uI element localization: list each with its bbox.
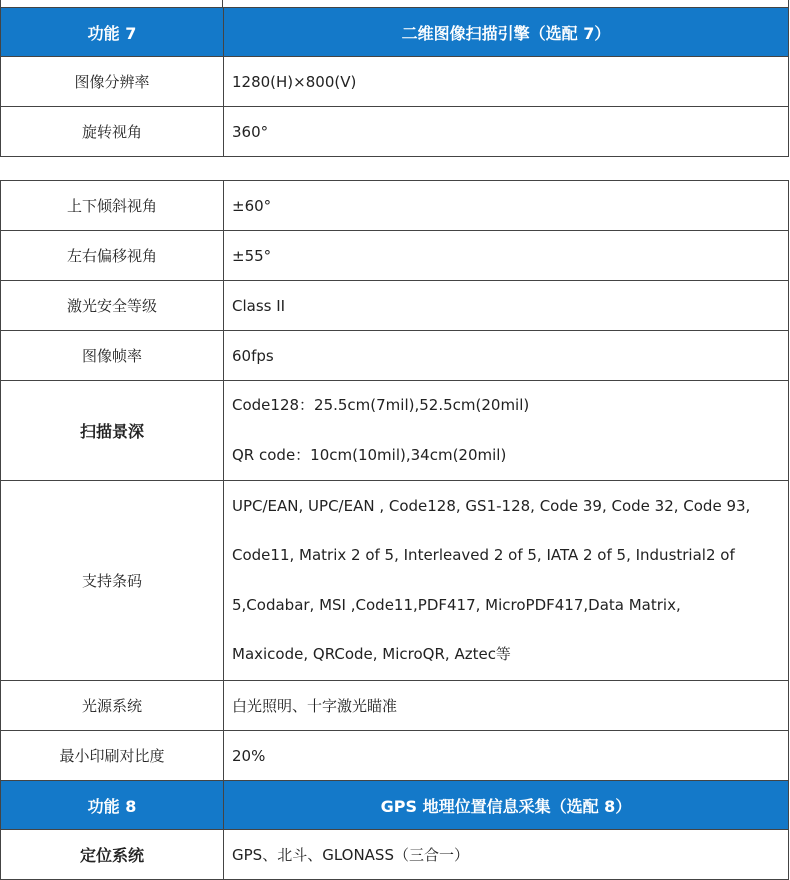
spec-key: 最小印刷对比度 <box>1 731 224 781</box>
spec-row <box>1 181 789 231</box>
spec-value-line: Code128：25.5cm(7mil),52.5cm(20mil) <box>232 396 530 414</box>
top-edge <box>0 0 789 7</box>
spec-value: 60fps <box>224 331 789 381</box>
section-8-header <box>1 781 789 830</box>
spec-row <box>1 830 789 880</box>
section-8-title: GPS 地理位置信息采集（选配 8） <box>224 781 789 830</box>
spec-row-depth <box>1 381 789 481</box>
spec-row <box>1 107 789 157</box>
top-edge-mid-line <box>222 0 223 7</box>
spec-row-codes <box>1 481 789 681</box>
spec-value-line: Maxicode, QRCode, MicroQR, Aztec等 <box>232 645 511 663</box>
spec-row <box>1 681 789 731</box>
spec-row <box>1 57 789 107</box>
section-7-table <box>0 7 789 157</box>
spec-key: 图像帧率 <box>1 331 224 381</box>
spec-key: 支持条码 <box>1 481 224 681</box>
spec-key: 旋转视角 <box>1 107 224 157</box>
spec-key: 左右偏移视角 <box>1 231 224 281</box>
spec-table <box>0 180 789 880</box>
spec-value: 360° <box>224 107 789 157</box>
spec-value: 白光照明、十字激光瞄准 <box>224 681 789 731</box>
spec-row <box>1 281 789 331</box>
spec-value: ±60° <box>224 181 789 231</box>
spec-value-line: 5,Codabar, MSI ,Code11,PDF417, MicroPDF417,Data Matrix, <box>232 595 681 614</box>
section-7-header <box>1 8 789 57</box>
spec-value-line: UPC/EAN, UPC/EAN , Code128, GS1-128, Code 39, Code 32, Code 93, <box>232 496 751 515</box>
section-8-label: 功能 8 <box>1 781 224 830</box>
top-edge-right-line <box>788 0 789 7</box>
spec-key: 激光安全等级 <box>1 281 224 331</box>
spec-key: 定位系统 <box>1 830 224 880</box>
spec-key: 图像分辨率 <box>1 57 224 107</box>
section-7-title: 二维图像扫描引擎（选配 7） <box>224 8 789 57</box>
spec-value-line: Code11, Matrix 2 of 5, Interleaved 2 of 5, IATA 2 of 5, Industrial2 of <box>232 546 735 564</box>
spec-value: ±55° <box>224 231 789 281</box>
section-7-label: 功能 7 <box>1 8 224 57</box>
spec-row <box>1 331 789 381</box>
top-edge-left-line <box>0 0 1 7</box>
spec-value: Class II <box>224 281 789 331</box>
spec-key: 上下倾斜视角 <box>1 181 224 231</box>
spec-row <box>1 231 789 281</box>
spec-row <box>1 731 789 781</box>
spec-value-line: QR code：10cm(10mil),34cm(20mil) <box>232 445 507 464</box>
spec-key: 扫描景深 <box>1 381 224 481</box>
spec-value: 20% <box>224 731 789 781</box>
spec-value: 1280(H)×800(V) <box>224 57 789 107</box>
spec-value: GPS、北斗、GLONASS（三合一） <box>224 830 789 880</box>
spec-value-multiline <box>224 381 789 481</box>
spec-value-multiline <box>224 481 789 681</box>
spec-key: 光源系统 <box>1 681 224 731</box>
